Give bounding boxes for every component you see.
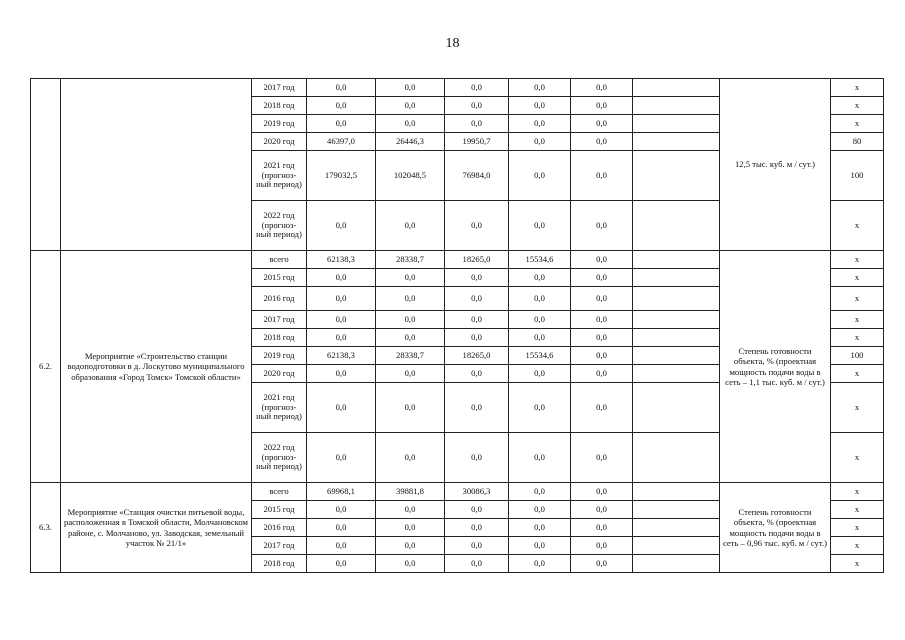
amount-cell: 0,0: [509, 555, 571, 573]
amount-cell: 0,0: [571, 483, 633, 501]
amount-cell: 0,0: [307, 79, 376, 97]
indicator-value: x: [831, 501, 884, 519]
extra-cell: [633, 365, 720, 383]
amount-cell: 0,0: [509, 483, 571, 501]
amount-cell: 0,0: [571, 201, 633, 251]
extra-cell: [633, 483, 720, 501]
period-cell: 2017 год: [252, 537, 307, 555]
amount-cell: 76984,0: [445, 151, 509, 201]
amount-cell: 0,0: [509, 501, 571, 519]
indicator-value: x: [831, 483, 884, 501]
amount-cell: 0,0: [509, 365, 571, 383]
extra-cell: [633, 287, 720, 311]
amount-cell: 0,0: [376, 97, 445, 115]
amount-cell: 26446,3: [376, 133, 445, 151]
period-cell: 2015 год: [252, 501, 307, 519]
amount-cell: 0,0: [509, 79, 571, 97]
extra-cell: [633, 347, 720, 365]
indicator-value: 80: [831, 133, 884, 151]
extra-cell: [633, 151, 720, 201]
indicator-value: x: [831, 329, 884, 347]
period-cell: 2019 год: [252, 347, 307, 365]
period-cell: 2018 год: [252, 555, 307, 573]
amount-cell: 0,0: [445, 269, 509, 287]
period-cell: 2021 год (прогноз-ный период): [252, 383, 307, 433]
amount-cell: 0,0: [571, 287, 633, 311]
section-code: [31, 79, 61, 251]
indicator-value: 100: [831, 151, 884, 201]
amount-cell: 0,0: [376, 311, 445, 329]
indicator-value: x: [831, 79, 884, 97]
indicator-value: x: [831, 519, 884, 537]
amount-cell: 0,0: [376, 383, 445, 433]
amount-cell: 19950,7: [445, 133, 509, 151]
amount-cell: 0,0: [571, 115, 633, 133]
period-cell: 2017 год: [252, 79, 307, 97]
amount-cell: 0,0: [509, 383, 571, 433]
amount-cell: 179032,5: [307, 151, 376, 201]
extra-cell: [633, 537, 720, 555]
period-cell: 2022 год (прогноз-ный период): [252, 201, 307, 251]
amount-cell: 0,0: [509, 97, 571, 115]
period-cell: 2015 год: [252, 269, 307, 287]
indicator-value: x: [831, 433, 884, 483]
program-table: [30, 78, 884, 573]
amount-cell: 0,0: [571, 537, 633, 555]
amount-cell: 0,0: [307, 269, 376, 287]
period-cell: всего: [252, 483, 307, 501]
amount-cell: 0,0: [445, 97, 509, 115]
indicator-value: x: [831, 287, 884, 311]
amount-cell: 0,0: [445, 115, 509, 133]
extra-cell: [633, 433, 720, 483]
amount-cell: 0,0: [376, 79, 445, 97]
amount-cell: 0,0: [571, 79, 633, 97]
indicator-value: x: [831, 365, 884, 383]
amount-cell: 0,0: [571, 519, 633, 537]
amount-cell: 0,0: [307, 97, 376, 115]
amount-cell: 0,0: [509, 519, 571, 537]
amount-cell: 0,0: [376, 269, 445, 287]
amount-cell: 0,0: [571, 347, 633, 365]
amount-cell: 0,0: [376, 329, 445, 347]
extra-cell: [633, 555, 720, 573]
extra-cell: [633, 133, 720, 151]
amount-cell: 0,0: [445, 555, 509, 573]
section-title: Мероприятие «Строительство станции водоподготовки в д. Лоскутово муниципального образования «Город Томск» Томской области»: [61, 251, 252, 483]
amount-cell: 15534,6: [509, 347, 571, 365]
section-code: 6.3.: [31, 483, 61, 573]
indicator-value: x: [831, 537, 884, 555]
table-row: [31, 251, 884, 269]
extra-cell: [633, 201, 720, 251]
amount-cell: 39881,8: [376, 483, 445, 501]
amount-cell: 0,0: [376, 201, 445, 251]
amount-cell: 0,0: [445, 433, 509, 483]
amount-cell: 0,0: [376, 555, 445, 573]
amount-cell: 0,0: [307, 201, 376, 251]
extra-cell: [633, 329, 720, 347]
amount-cell: 0,0: [376, 115, 445, 133]
amount-cell: 0,0: [307, 433, 376, 483]
amount-cell: 18265,0: [445, 251, 509, 269]
amount-cell: 0,0: [509, 433, 571, 483]
amount-cell: 0,0: [571, 311, 633, 329]
amount-cell: 0,0: [509, 115, 571, 133]
section-title: Мероприятие «Станция очистки питьевой воды, расположенная в Томской области, Молчановском районе, с. Молчаново, ул. Заводская, земельный участок № 21/1»: [61, 483, 252, 573]
amount-cell: 0,0: [307, 555, 376, 573]
extra-cell: [633, 519, 720, 537]
amount-cell: 28338,7: [376, 347, 445, 365]
extra-cell: [633, 251, 720, 269]
indicator-value: x: [831, 555, 884, 573]
amount-cell: 0,0: [376, 501, 445, 519]
amount-cell: 0,0: [445, 201, 509, 251]
amount-cell: 0,0: [571, 501, 633, 519]
section-title: [61, 79, 252, 251]
period-cell: 2019 год: [252, 115, 307, 133]
amount-cell: 0,0: [376, 519, 445, 537]
indicator-value: x: [831, 383, 884, 433]
amount-cell: 69968,1: [307, 483, 376, 501]
amount-cell: 0,0: [509, 133, 571, 151]
amount-cell: 0,0: [445, 383, 509, 433]
amount-cell: 46397,0: [307, 133, 376, 151]
extra-cell: [633, 501, 720, 519]
period-cell: всего: [252, 251, 307, 269]
period-cell: 2016 год: [252, 287, 307, 311]
amount-cell: 0,0: [445, 519, 509, 537]
amount-cell: 0,0: [509, 287, 571, 311]
amount-cell: 0,0: [307, 287, 376, 311]
amount-cell: 0,0: [509, 269, 571, 287]
amount-cell: 0,0: [571, 251, 633, 269]
period-cell: 2017 год: [252, 311, 307, 329]
extra-cell: [633, 79, 720, 97]
amount-cell: 0,0: [571, 555, 633, 573]
amount-cell: 62138,3: [307, 251, 376, 269]
extra-cell: [633, 269, 720, 287]
amount-cell: 0,0: [571, 383, 633, 433]
amount-cell: 62138,3: [307, 347, 376, 365]
indicator-value: x: [831, 251, 884, 269]
amount-cell: 0,0: [445, 329, 509, 347]
indicator-value: x: [831, 201, 884, 251]
amount-cell: 0,0: [445, 365, 509, 383]
indicator-value: x: [831, 97, 884, 115]
amount-cell: 0,0: [307, 365, 376, 383]
amount-cell: 28338,7: [376, 251, 445, 269]
extra-cell: [633, 311, 720, 329]
amount-cell: 18265,0: [445, 347, 509, 365]
amount-cell: 0,0: [307, 329, 376, 347]
amount-cell: 0,0: [307, 383, 376, 433]
indicator-value: x: [831, 269, 884, 287]
amount-cell: 0,0: [445, 79, 509, 97]
amount-cell: 0,0: [376, 365, 445, 383]
amount-cell: 0,0: [445, 537, 509, 555]
amount-cell: 0,0: [307, 501, 376, 519]
amount-cell: 0,0: [307, 519, 376, 537]
period-cell: 2022 год (прогноз-ный период): [252, 433, 307, 483]
indicator-cell: Степень готовности объекта, % (проектная мощность подачи воды в сеть – 0,96 тыс. куб. м / сут.): [720, 483, 831, 573]
amount-cell: 0,0: [307, 115, 376, 133]
amount-cell: 0,0: [509, 537, 571, 555]
amount-cell: 0,0: [445, 501, 509, 519]
amount-cell: 0,0: [509, 151, 571, 201]
period-cell: 2020 год: [252, 365, 307, 383]
table-row: [31, 483, 884, 501]
amount-cell: 0,0: [307, 537, 376, 555]
indicator-cell: Степень готовности объекта, % (проектная мощность подачи воды в сеть – 1,1 тыс. куб. м / сут.): [720, 251, 831, 483]
amount-cell: 0,0: [376, 433, 445, 483]
amount-cell: 0,0: [376, 287, 445, 311]
indicator-value: 100: [831, 347, 884, 365]
amount-cell: 0,0: [509, 311, 571, 329]
indicator-value: x: [831, 115, 884, 133]
table-row: [31, 79, 884, 97]
amount-cell: 0,0: [445, 287, 509, 311]
amount-cell: 15534,6: [509, 251, 571, 269]
page-number: 18: [445, 36, 460, 51]
amount-cell: 0,0: [571, 365, 633, 383]
amount-cell: 0,0: [571, 97, 633, 115]
amount-cell: 0,0: [509, 329, 571, 347]
period-cell: 2020 год: [252, 133, 307, 151]
amount-cell: 0,0: [445, 311, 509, 329]
amount-cell: 0,0: [571, 329, 633, 347]
period-cell: 2018 год: [252, 97, 307, 115]
amount-cell: 0,0: [509, 201, 571, 251]
amount-cell: 30086,3: [445, 483, 509, 501]
amount-cell: 0,0: [571, 133, 633, 151]
period-cell: 2021 год (прогноз-ный период): [252, 151, 307, 201]
section-code: 6.2.: [31, 251, 61, 483]
amount-cell: 0,0: [376, 537, 445, 555]
amount-cell: 102048,5: [376, 151, 445, 201]
indicator-value: x: [831, 311, 884, 329]
period-cell: 2018 год: [252, 329, 307, 347]
amount-cell: 0,0: [571, 151, 633, 201]
amount-cell: 0,0: [571, 433, 633, 483]
indicator-cell: 12,5 тыс. куб. м / сут.): [720, 79, 831, 251]
amount-cell: 0,0: [571, 269, 633, 287]
amount-cell: 0,0: [307, 311, 376, 329]
extra-cell: [633, 383, 720, 433]
extra-cell: [633, 115, 720, 133]
extra-cell: [633, 97, 720, 115]
period-cell: 2016 год: [252, 519, 307, 537]
